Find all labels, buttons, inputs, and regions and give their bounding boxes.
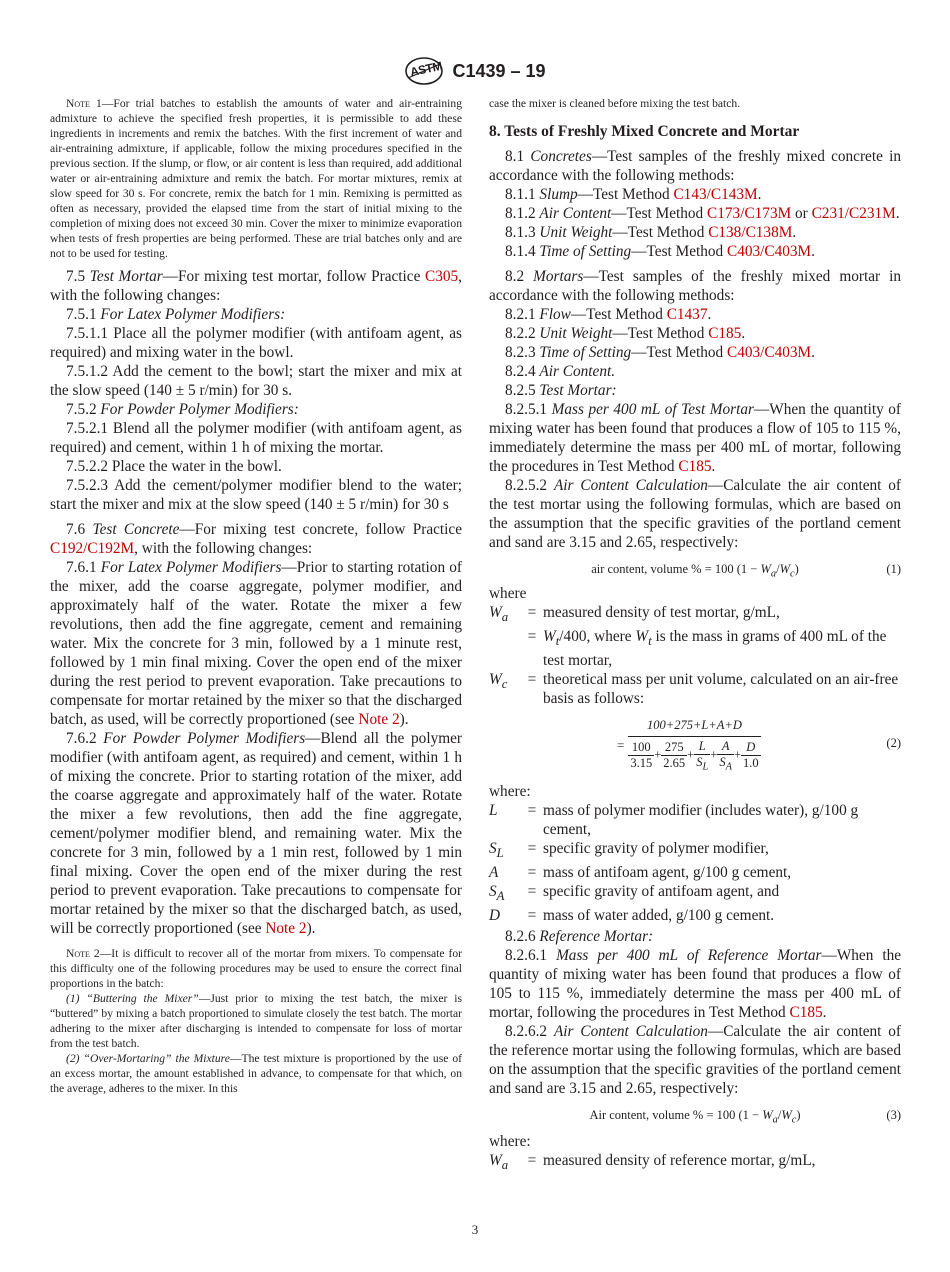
section-7-5-1: 7.5.1 For Latex Polymer Modifiers: (66, 306, 286, 323)
where-label-3: where: (489, 1133, 531, 1151)
def-row-A: A = mass of antifoam agent, g/100 g cement, (489, 864, 792, 882)
section-8-2-2: 8.2.2 Unit Weight—Test Method C185. (505, 325, 746, 342)
section-8-2-6: 8.2.6 Reference Mortar: (505, 928, 654, 946)
page-number: 3 (471, 1222, 479, 1237)
section-7-5-1-2: 7.5.1.2 Add the cement to the bowl; start the mixer and mix at the slow speed (140 ± 5 r/min) for 30 s. (50, 363, 462, 399)
def-row-D: D = mass of water added, g/100 g cement. (489, 907, 775, 925)
astm-logo (404, 56, 444, 86)
equation-1: air content, volume % = 100 $(1 - W_a/W_c)$ (1) (489, 558, 901, 580)
ref-c231-link[interactable]: C231/C231M (811, 205, 896, 222)
section-7-6-2: 7.6.2 For Powder Polymer Modifiers—Blend all the polymer modifier (with antifoam agent, as required) and cement, within 1 h of mixing the concrete. Prior to starting rotation of the mixer, add the coarse aggregate and approximately half of the water. Rotate the mixer a few revolutions, then add the fine aggregate, cement/polymer modifier blend, and remaining water. Mix the concrete for 3 min, followed by a 1 min rest, followed by 1 min final mixing. Cover the open end of the mixer during the rest period to prevent evaporation. Take precautions to compensate for mortar retained by the mixer so that the discharged batch, as used, will be correctly proportioned (see Note 2). (50, 730, 463, 937)
note-2-item-2: (2) “Over-Mortaring” the Mixture—The test mixture is proportioned by the use of an excess mortar, the amount established in advance, to compensate for that which, on the average, adheres to the mixer. In this (50, 1052, 462, 1095)
section-8-2-5-2: 8.2.5.2 Air Content Calculation—Calculate the air content of the test mortar using the following formulas, which are based on the assumption that the specific gravities of the portland cement and sand are 3.15 and 2.65, respectively: (489, 477, 901, 551)
section-8-2-5-1: 8.2.5.1 Mass per 400 mL of Test Mortar—When the quantity of mixing water has been found that produces a flow of 105 to 115 %, immediately determine the mass per 400 mL of mortar, following the procedures in Test Method C185. (489, 401, 901, 475)
section-7-5: 7.5 Test Mortar—For mixing test mortar, follow Practice C305, with the following changes: (50, 268, 462, 304)
section-8-2-4: 8.2.4 Air Content. (505, 363, 616, 380)
definitions-3 (489, 1151, 901, 1175)
definitions-2 (489, 801, 901, 925)
section-8-2: 8.2 Mortars—Test samples of the freshly mixed mortar in accordance with the following methods: (489, 268, 901, 304)
section-7-5-2-1: 7.5.2.1 Blend all the polymer modifier (with antifoam agent, as required) and cement, within 1 h of mixing the mortar. (50, 420, 462, 456)
equation-2-number: (2) (886, 736, 901, 751)
def-row-L: L = mass of polymer modifier (includes water), g/100 g cement, (489, 802, 859, 839)
where-label-1: where (489, 585, 527, 602)
section-7-6-1: 7.6.1 For Latex Polymer Modifiers—Prior to starting rotation of the mixer, add the coarse aggregate, polymer modifier, and approximately half of the water. Rotate the mixer a few revolutions, then add the fine aggregate, cement and remaining water. Mix the concrete for 3 min, followed by a 1 minute rest, followed by 1 min final mixing. Cover the open end of the mixer during the rest period to prevent evaporation. Take precautions to compensate for mortar retained by the mixer so that the discharged batch, as used, will be correctly proportioned (see Note 2). (50, 559, 462, 728)
section-7-5-2-2: 7.5.2.2 Place the water in the bowl. (66, 458, 282, 475)
def-row-wt: = $W_t/400$, where $W_t$ is the mass in grams of 400 mL of the test mortar, (527, 628, 887, 670)
note-1: Note 1—For trial batches to establish the amounts of water and air-entraining admixture to achieve the specified fresh properties, it is permissible to add these ingredients in increments and remix the batches. With the first increment of water and air-entraining admixture, if applicable, follow the mixing procedures specified in the previous section. If the slump, or flow, or air content is less than required, add additional water or air-entraining admixture and remix the batch. For mortar mixtures, remix at slow speed for 30 s. For concrete, remix the batch for 1 min. Remixing is permitted as often as necessary, provided the elapsed time from the start of initial mixing to the completion of mixing does not exceed 30 min. Cover the mixer to minimize evaporation when tests of fresh properties are being performed. These are trial batches only and are not to be used for testing. (50, 97, 462, 260)
section-7-5-1-1: 7.5.1.1 Place all the polymer modifier (with antifoam agent, as required) and mixing water in the bowl. (50, 325, 462, 361)
def-row-wa: $W_a$ = measured density of test mortar, g/mL, (489, 604, 780, 625)
note-2-continued: case the mixer is cleaned before mixing the test batch. (489, 97, 741, 110)
section-8-1: 8.1 Concretes—Test samples of the freshly mixed concrete in accordance with the following methods: (489, 148, 901, 184)
ref-c403-link[interactable]: C403/C403M (727, 243, 812, 260)
ref-c1437-link[interactable]: C1437 (666, 306, 708, 323)
def-row-wa-ref: $W_a$ = measured density of reference mortar, g/mL, (489, 1152, 816, 1173)
definitions-1 (489, 603, 901, 708)
section-7-6: 7.6 Test Concrete—For mixing test concrete, follow Practice C192/C192M, with the following changes: (50, 521, 463, 557)
note-2: Note 2—It is difficult to recover all of the mortar from mixers. To compensate for this difficulty one of the following procedures may be used to ensure the correct final proportions in the batch: (50, 947, 463, 990)
page-header (0, 56, 950, 86)
section-8-2-6-2: 8.2.6.2 Air Content Calculation—Calculate the air content of the reference mortar using the following formulas, which are based on the assumption that the specific gravities of the portland cement and sand are 3.15 and 2.65, respectively: (489, 1023, 901, 1098)
section-8-2-1: 8.2.1 Flow—Test Method C1437. (505, 306, 712, 323)
ref-c305-link[interactable]: C305 (425, 268, 459, 285)
ref-c138-link[interactable]: C138/C138M (708, 224, 793, 241)
section-8-2-5: 8.2.5 Test Mortar: (505, 382, 617, 399)
def-row-SL: $S_L$ = specific gravity of polymer modifier, (489, 840, 769, 861)
section-8-1-2: 8.1.2 Air Content—Test Method C173/C173M or C231/C231M. (505, 205, 900, 222)
def-row-SA: $S_A$ = specific gravity of antifoam agent, and (489, 883, 780, 904)
section-8-1-4: 8.1.4 Time of Setting—Test Method C403/C403M. (505, 243, 815, 260)
ref-note-2-link-2[interactable]: Note 2 (265, 920, 307, 937)
where-label-2: where: (489, 783, 531, 801)
ref-c192-link[interactable]: C192/C192M (50, 540, 135, 557)
ref-c173-link[interactable]: C173/C173M (707, 205, 792, 222)
left-column (50, 96, 462, 1096)
equation-3: Air content, volume % = 100 $(1 - W_a/W_c)$ (3) (489, 1104, 901, 1126)
astm-logo-text: ASTM (409, 58, 444, 80)
ref-c185-link-3[interactable]: C185 (789, 1004, 823, 1022)
ref-c185-link-2[interactable]: C185 (678, 458, 712, 475)
section-7-5-2-3: 7.5.2.3 Add the cement/polymer modifier blend to the water; start the mixer and mix at the slow speed (140 ± 5 r/min) for 30 s (50, 477, 462, 513)
ref-note-2-link[interactable]: Note 2 (358, 711, 400, 728)
def-row-wc: $W_c$ = theoretical mass per unit volume, calculated on an air-free basis as follows: (489, 671, 899, 708)
document-id: C1439 – 19 (452, 60, 546, 81)
equation-1-number: (1) (886, 562, 901, 576)
note-2-item-1: (1) “Buttering the Mixer”—Just prior to mixing the test batch, the mixer is “buttered” by mixing a batch proportioned to simulate closely the test batch. The mortar adhering to the mixer after discharging is intended to compensate for loss of mortar from the test batch. (50, 992, 462, 1050)
section-8-1-3: 8.1.3 Unit Weight—Test Method C138/C138M. (505, 224, 797, 241)
equation-3-number: (3) (886, 1108, 901, 1123)
right-column (489, 96, 901, 1175)
ref-c403-link-2[interactable]: C403/C403M (727, 344, 812, 361)
ref-c185-link[interactable]: C185 (708, 325, 742, 342)
ref-c143-link[interactable]: C143/C143M (673, 186, 758, 203)
section-8-1-1: 8.1.1 Slump—Test Method C143/C143M. (505, 186, 762, 203)
equation-2: = 100+275+L+A+D $\frac{100}{3.15}$ + $\frac{275}{2.65}$ + $\frac{L}{S_L}$ + $\frac{A}{S_A}$ + $\frac{D}{1.0}$ (2) (617, 718, 901, 773)
section-7-5-2: 7.5.2 For Powder Polymer Modifiers: (66, 401, 299, 418)
section-8-2-6-1: 8.2.6.1 Mass per 400 mL of Reference Mortar—When the quantity of mixing water has been found that produces a flow of 105 to 115 %, immediately determine the mass per 400 mL of mortar, following the procedures in Test Method C185. (489, 947, 902, 1022)
section-8-heading: 8. Tests of Freshly Mixed Concrete and Mortar (489, 123, 800, 140)
section-8-2-3: 8.2.3 Time of Setting—Test Method C403/C403M. (505, 344, 815, 361)
